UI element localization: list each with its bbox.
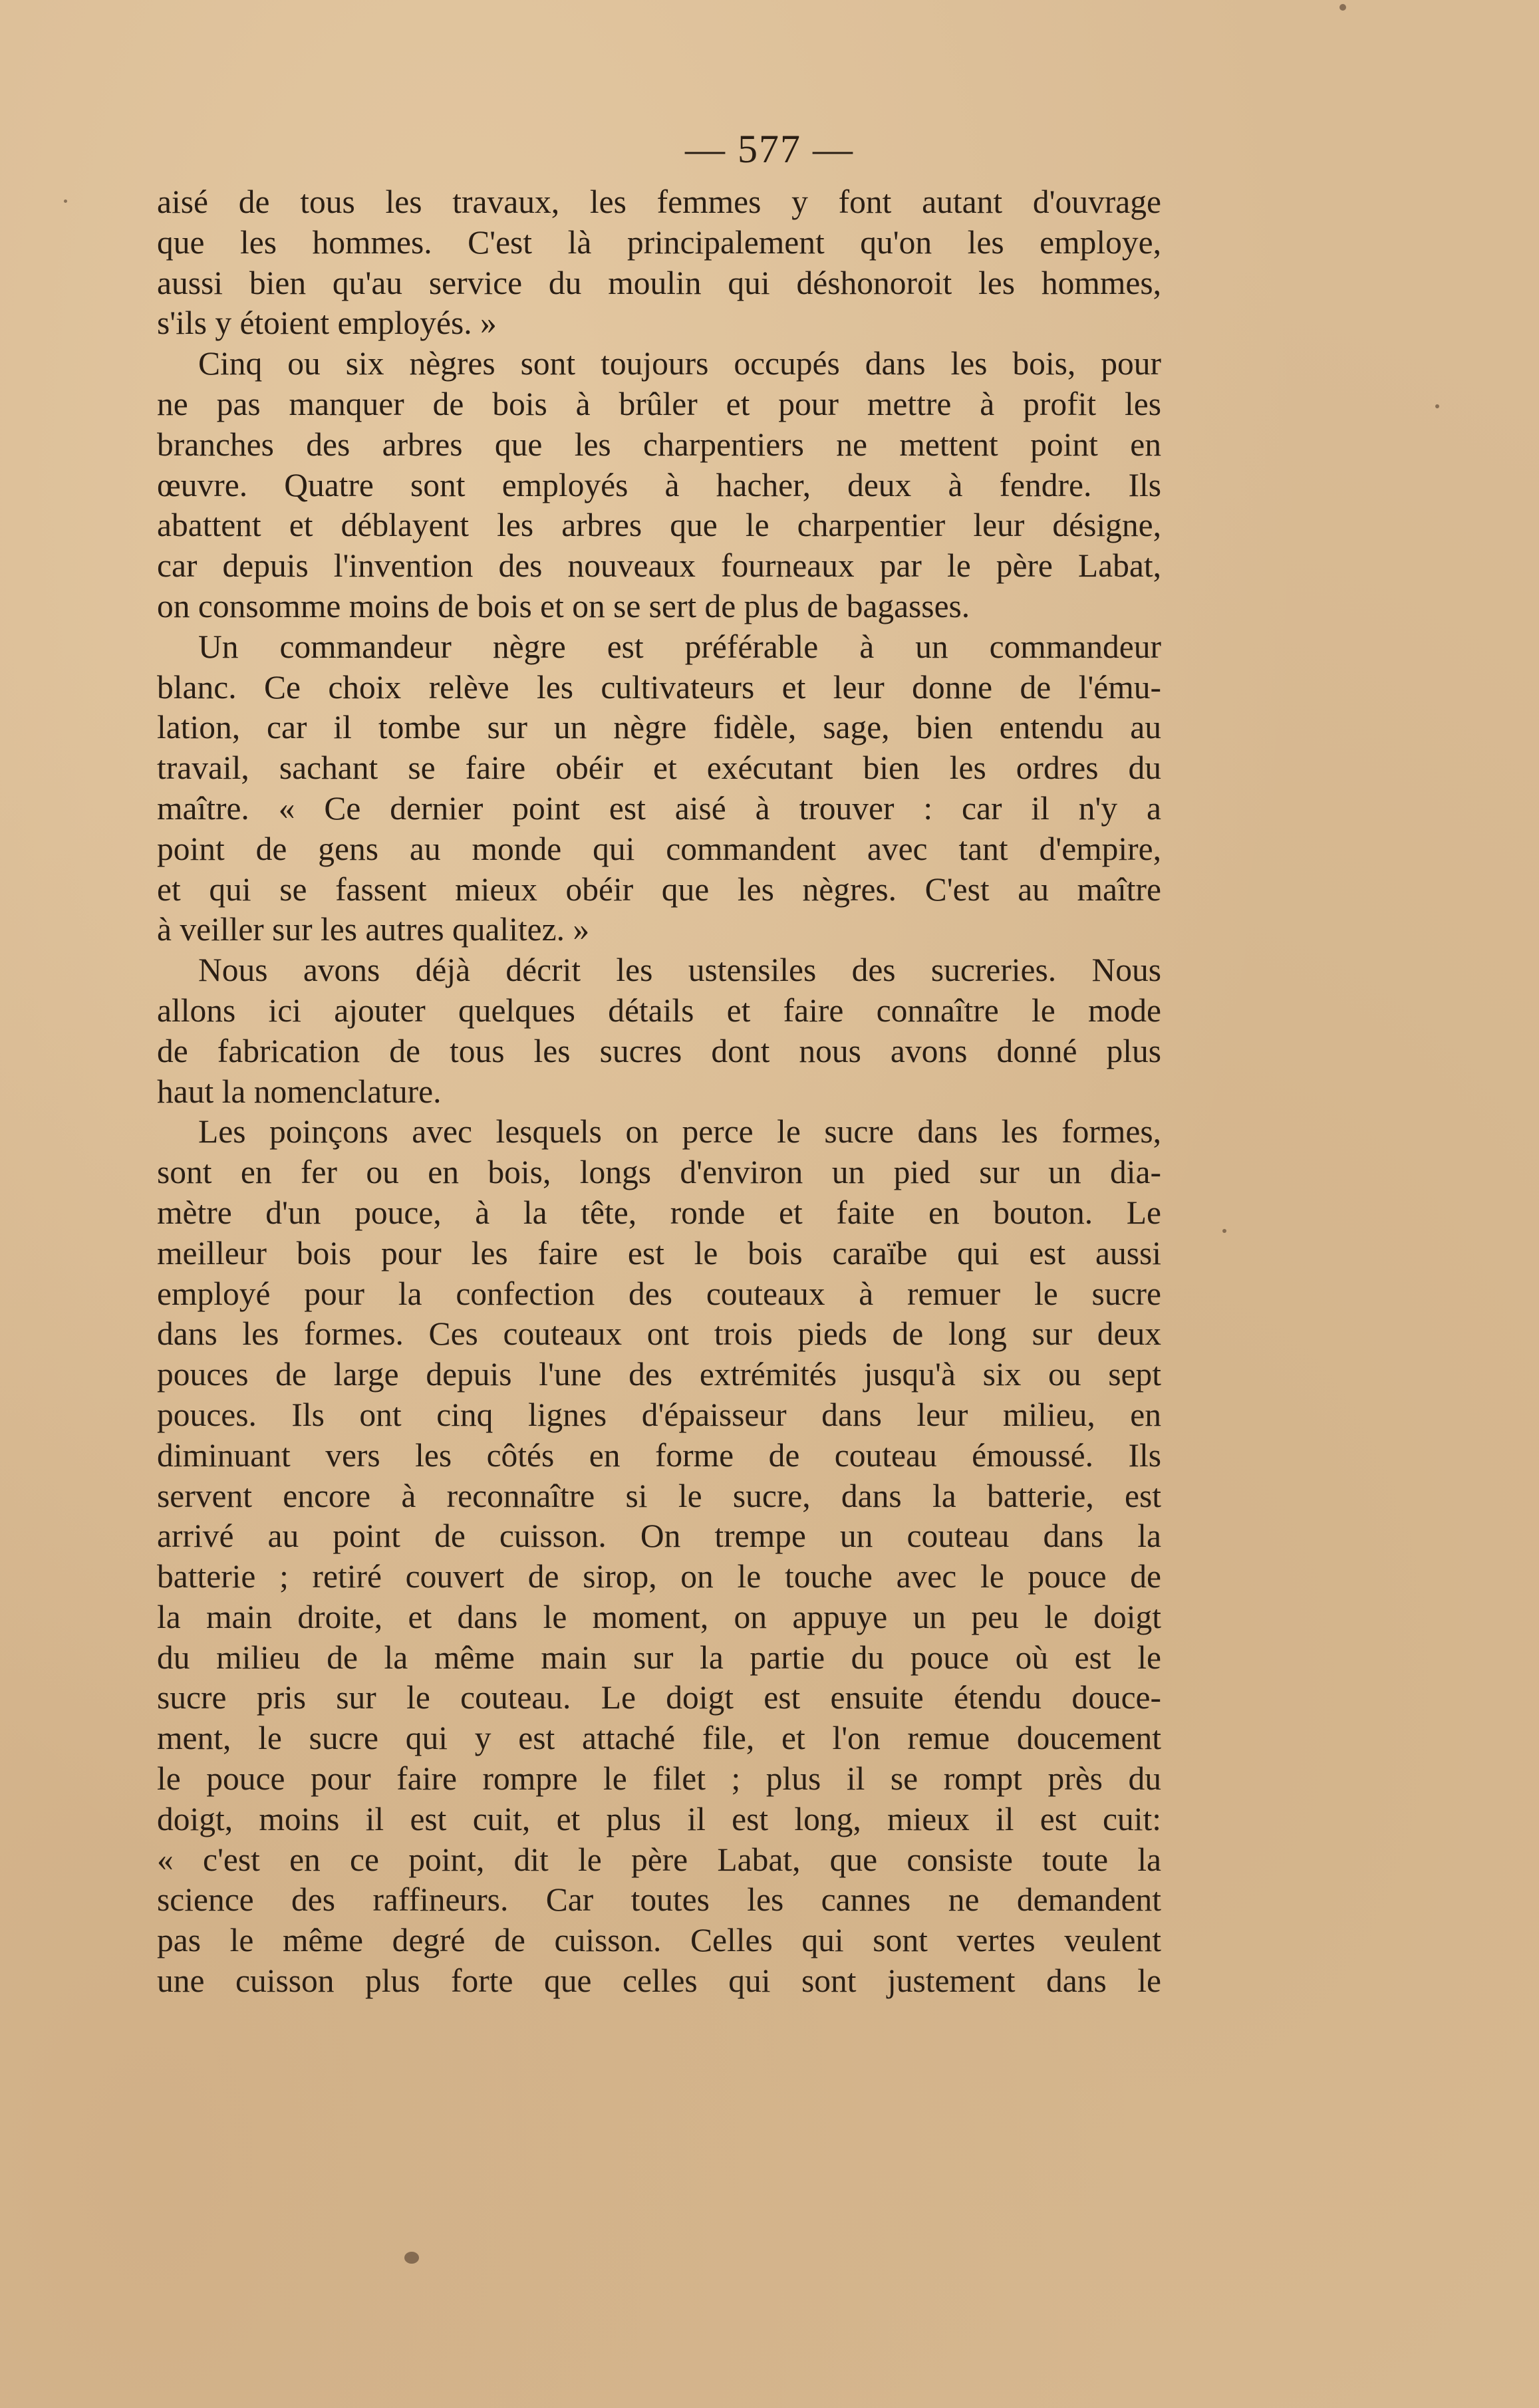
text-line: pouces. Ils ont cinq lignes d'épaisseur dans leur milieu, en: [157, 1396, 1161, 1433]
text-line: employé pour la confection des couteaux à remuer le sucre: [157, 1275, 1161, 1312]
text-line: la main droite, et dans le moment, on appuye un peu le doigt: [157, 1598, 1161, 1635]
text-line: Cinq ou six nègres sont toujours occupés dans les bois, pour: [198, 345, 1161, 382]
text-line: meilleur bois pour les faire est le bois caraïbe qui est aussi: [157, 1234, 1161, 1271]
text-line: abattent et déblayent les arbres que le charpentier leur désigne,: [157, 507, 1161, 544]
text-line: de fabrication de tous les sucres dont nous avons donné plus: [157, 1032, 1161, 1069]
text-line: point de gens au monde qui commandent avec tant d'empire,: [157, 830, 1161, 867]
text-line: du milieu de la même main sur la partie du pouce où est le: [157, 1639, 1161, 1676]
text-line: une cuisson plus forte que celles qui sont justement dans le: [157, 1962, 1161, 2000]
text-line: Un commandeur nègre est préférable à un commandeur: [198, 628, 1161, 665]
text-line: sucre pris sur le couteau. Le doigt est ensuite étendu douce-: [157, 1679, 1161, 1716]
text-line: pouces de large depuis l'une des extrémités jusqu'à six ou sept: [157, 1356, 1161, 1393]
paper-speck: [1435, 404, 1439, 408]
text-line: doigt, moins il est cuit, et plus il est long, mieux il est cuit:: [157, 1800, 1161, 1837]
text-line: aussi bien qu'au service du moulin qui déshonoroit les hommes,: [157, 264, 1161, 301]
text-line: blanc. Ce choix relève les cultivateurs et leur donne de l'ému-: [157, 668, 1161, 706]
text-line: lation, car il tombe sur un nègre fidèle, sage, bien entendu au: [157, 709, 1161, 746]
text-line: mètre d'un pouce, à la tête, ronde et faite en bouton. Le: [157, 1194, 1161, 1231]
paper-speck: [404, 2252, 419, 2264]
paper-speck: [64, 200, 67, 203]
text-line: diminuant vers les côtés en forme de couteau émoussé. Ils: [157, 1436, 1161, 1474]
text-line: Les poinçons avec lesquels on perce le sucre dans les formes,: [198, 1113, 1161, 1150]
text-line: batterie ; retiré couvert de sirop, on le touche avec le pouce de: [157, 1558, 1161, 1595]
text-line: œuvre. Quatre sont employés à hacher, deux à fendre. Ils: [157, 466, 1161, 503]
text-line: dans les formes. Ces couteaux ont trois pieds de long sur deux: [157, 1315, 1161, 1353]
text-line: aisé de tous les travaux, les femmes y font autant d'ouvrage: [157, 184, 1161, 220]
text-line: ment, le sucre qui y est attaché file, et l'on remue doucement: [157, 1720, 1161, 1757]
text-line: on consomme moins de bois et on se sert de plus de bagasses.: [157, 587, 970, 624]
text-line: haut la nomenclature.: [157, 1073, 442, 1110]
text-line: ne pas manquer de bois à brûler et pour mettre à profit les: [157, 385, 1161, 422]
text-line: Nous avons déjà décrit les ustensiles des sucreries. Nous: [198, 952, 1161, 989]
text-line: arrivé au point de cuisson. On trempe un couteau dans la: [157, 1518, 1161, 1555]
page-number: — 577 —: [685, 127, 854, 171]
text-line: le pouce pour faire rompre le filet ; plus il se rompt près du: [157, 1760, 1161, 1798]
text-line: maître. « Ce dernier point est aisé à trouver : car il n'y a: [157, 789, 1161, 827]
text-line: branches des arbres que les charpentiers ne mettent point en: [157, 426, 1161, 463]
text-line: science des raffineurs. Car toutes les cannes ne demandent: [157, 1881, 1161, 1919]
text-line: servent encore à reconnaître si le sucre, dans la batterie, est: [157, 1477, 1161, 1514]
text-line: que les hommes. C'est là principalement qu'on les employe,: [157, 223, 1161, 261]
text-line: allons ici ajouter quelques détails et faire connaître le mode: [157, 992, 1161, 1029]
text-line: s'ils y étoient employés. »: [157, 305, 497, 342]
text-line: à veiller sur les autres qualitez. »: [157, 911, 590, 948]
text-line: pas le même degré de cuisson. Celles qui sont vertes veulent: [157, 1922, 1161, 1959]
paper-speck: [1222, 1229, 1226, 1233]
text-line: car depuis l'invention des nouveaux fourneaux par le père Labat,: [157, 547, 1161, 585]
paper-speck: [1339, 4, 1346, 11]
text-line: « c'est en ce point, dit le père Labat, que consiste toute la: [157, 1841, 1161, 1878]
text-line: sont en fer ou en bois, longs d'environ un pied sur un dia-: [157, 1154, 1161, 1191]
text-line: travail, sachant se faire obéir et exécutant bien les ordres du: [157, 749, 1161, 787]
body-text: [157, 182, 1161, 2002]
text-line: et qui se fassent mieux obéir que les nègres. C'est au maître: [157, 870, 1161, 908]
